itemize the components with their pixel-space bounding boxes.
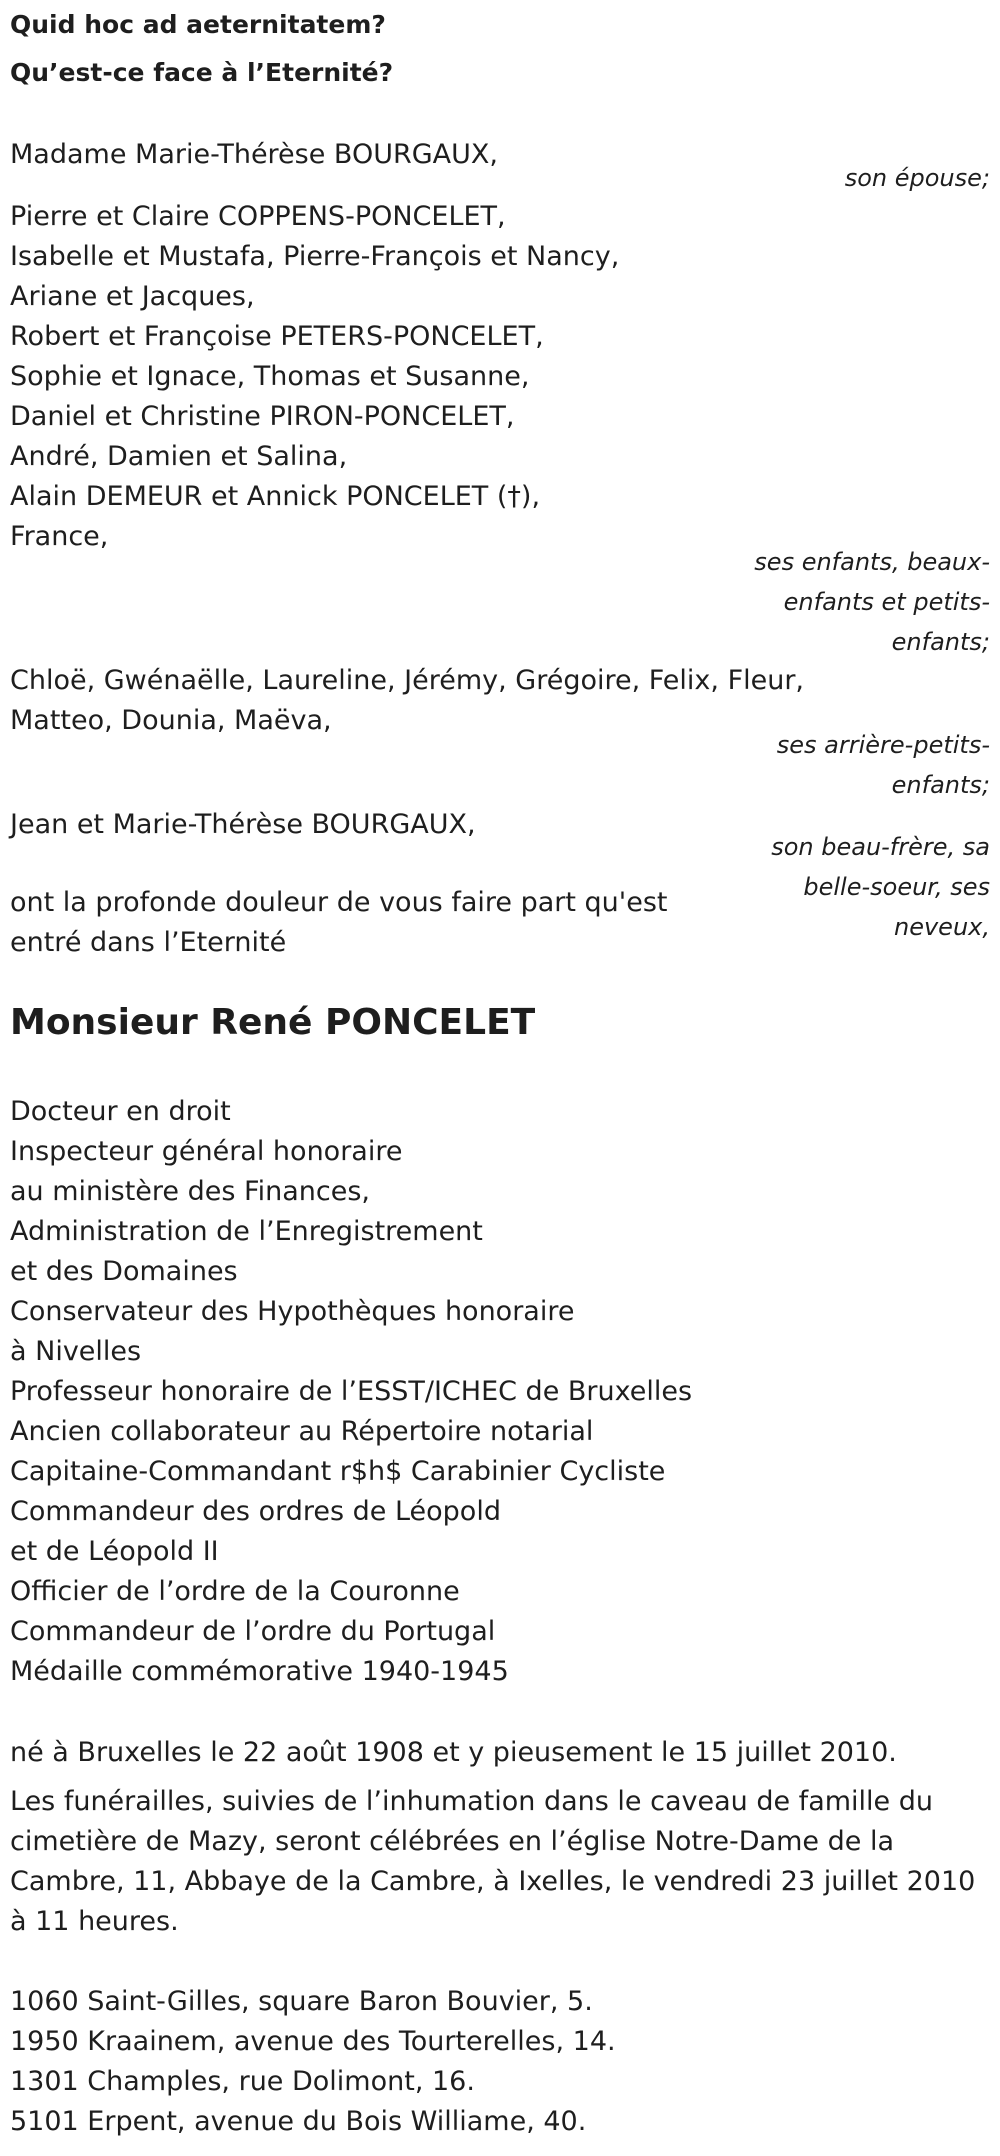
birth-death-line: [10, 1733, 897, 1773]
relation-line: belle-soeur, ses: [803, 873, 990, 901]
title-line: Conservateur des Hypothèques honoraire: [10, 1296, 575, 1327]
relation-line: enfants;: [891, 628, 990, 656]
funeral-paragraph: Les funérailles, suivies de l’inhumation dans le caveau de famille du cimetière de Mazy, seront célébrées en l’église Notre-Dame de la Cambre, 11, Abbaye de la Cambre, à Ixelles, le vendredi 23 juillet 2010 à 11 heures.: [10, 1786, 976, 1937]
name-line: André, Damien et Salina,: [10, 441, 348, 472]
relation-line: son épouse;: [844, 164, 990, 192]
title-line: Capitaine-Commandant r$h$ Carabinier Cycliste: [10, 1456, 666, 1487]
title-line: Inspecteur général honoraire: [10, 1136, 403, 1167]
title-line: et de Léopold II: [10, 1536, 219, 1567]
title-line: Médaille commémorative 1940-1945: [10, 1656, 509, 1687]
announcement-line: entré dans l’Eternité: [10, 927, 287, 958]
title-line: Commandeur de l’ordre du Portugal: [10, 1616, 496, 1647]
name-line: Isabelle et Mustafa, Pierre-François et Nancy,: [10, 241, 620, 272]
great-grandchildren-relation: [777, 725, 990, 805]
title-line: Docteur en droit: [10, 1096, 231, 1127]
name-line: Ariane et Jacques,: [10, 281, 255, 312]
spouse-relation: [845, 158, 990, 198]
title-line: et des Domaines: [10, 1256, 238, 1287]
name-line: Alain DEMEUR et Annick PONCELET (†),: [10, 481, 541, 512]
motto-french: Qu’est-ce face à l’Eternité?: [10, 58, 394, 87]
in-laws-names: [10, 805, 476, 845]
address-line: 1950 Kraainem, avenue des Tourterelles, 14.: [10, 2026, 616, 2057]
name-line: Sophie et Ignace, Thomas et Susanne,: [10, 361, 530, 392]
name-line: France,: [10, 521, 109, 552]
titles-list: [10, 1092, 692, 1692]
name-line: Jean et Marie-Thérèse BOURGAUX,: [10, 809, 476, 840]
great-grandchildren-names: [10, 661, 804, 741]
name-line: Matteo, Dounia, Maëva,: [10, 705, 332, 736]
spouse-names: [10, 135, 498, 175]
in-laws-relation: [771, 827, 990, 947]
announcement: [10, 883, 667, 963]
children-names: [10, 197, 619, 557]
address-line: 1301 Champles, rue Dolimont, 16.: [10, 2066, 475, 2097]
relation-line: enfants et petits-: [783, 588, 990, 616]
title-line: à Nivelles: [10, 1336, 142, 1367]
title-line: Ancien collaborateur au Répertoire notarial: [10, 1416, 594, 1447]
name-line: Pierre et Claire COPPENS-PONCELET,: [10, 201, 506, 232]
relation-line: enfants;: [891, 771, 990, 799]
name-line: Daniel et Christine PIRON-PONCELET,: [10, 401, 515, 432]
address-line: 5101 Erpent, avenue du Bois Williame, 40.: [10, 2106, 587, 2137]
addresses-list: [10, 1982, 616, 2142]
relation-line: son beau-frère, sa: [771, 833, 990, 861]
title-line: Professeur honoraire de l’ESST/ICHEC de Bruxelles: [10, 1376, 693, 1407]
relation-line: neveux,: [894, 913, 990, 941]
motto-latin: Quid hoc ad aeternitatem?: [10, 10, 386, 39]
name-line: Madame Marie-Thérèse BOURGAUX,: [10, 139, 498, 170]
title-line: Commandeur des ordres de Léopold: [10, 1496, 501, 1527]
birth-death-text: né à Bruxelles le 22 août 1908 et y pieusement le 15 juillet 2010.: [10, 1737, 897, 1768]
relation-line: ses enfants, beaux-: [754, 548, 990, 576]
address-line: 1060 Saint-Gilles, square Baron Bouvier, 5.: [10, 1986, 593, 2017]
title-line: Officier de l’ordre de la Couronne: [10, 1576, 460, 1607]
title-line: Administration de l’Enregistrement: [10, 1216, 483, 1247]
title-line: au ministère des Finances,: [10, 1176, 370, 1207]
name-line: Chloë, Gwénaëlle, Laureline, Jérémy, Grégoire, Felix, Fleur,: [10, 665, 805, 696]
deceased-name: Monsieur René PONCELET: [10, 1002, 536, 1043]
announcement-line: ont la profonde douleur de vous faire part qu'est: [10, 887, 668, 918]
relation-line: ses arrière-petits-: [776, 731, 990, 759]
children-relation: [754, 542, 990, 662]
name-line: Robert et Françoise PETERS-PONCELET,: [10, 321, 544, 352]
